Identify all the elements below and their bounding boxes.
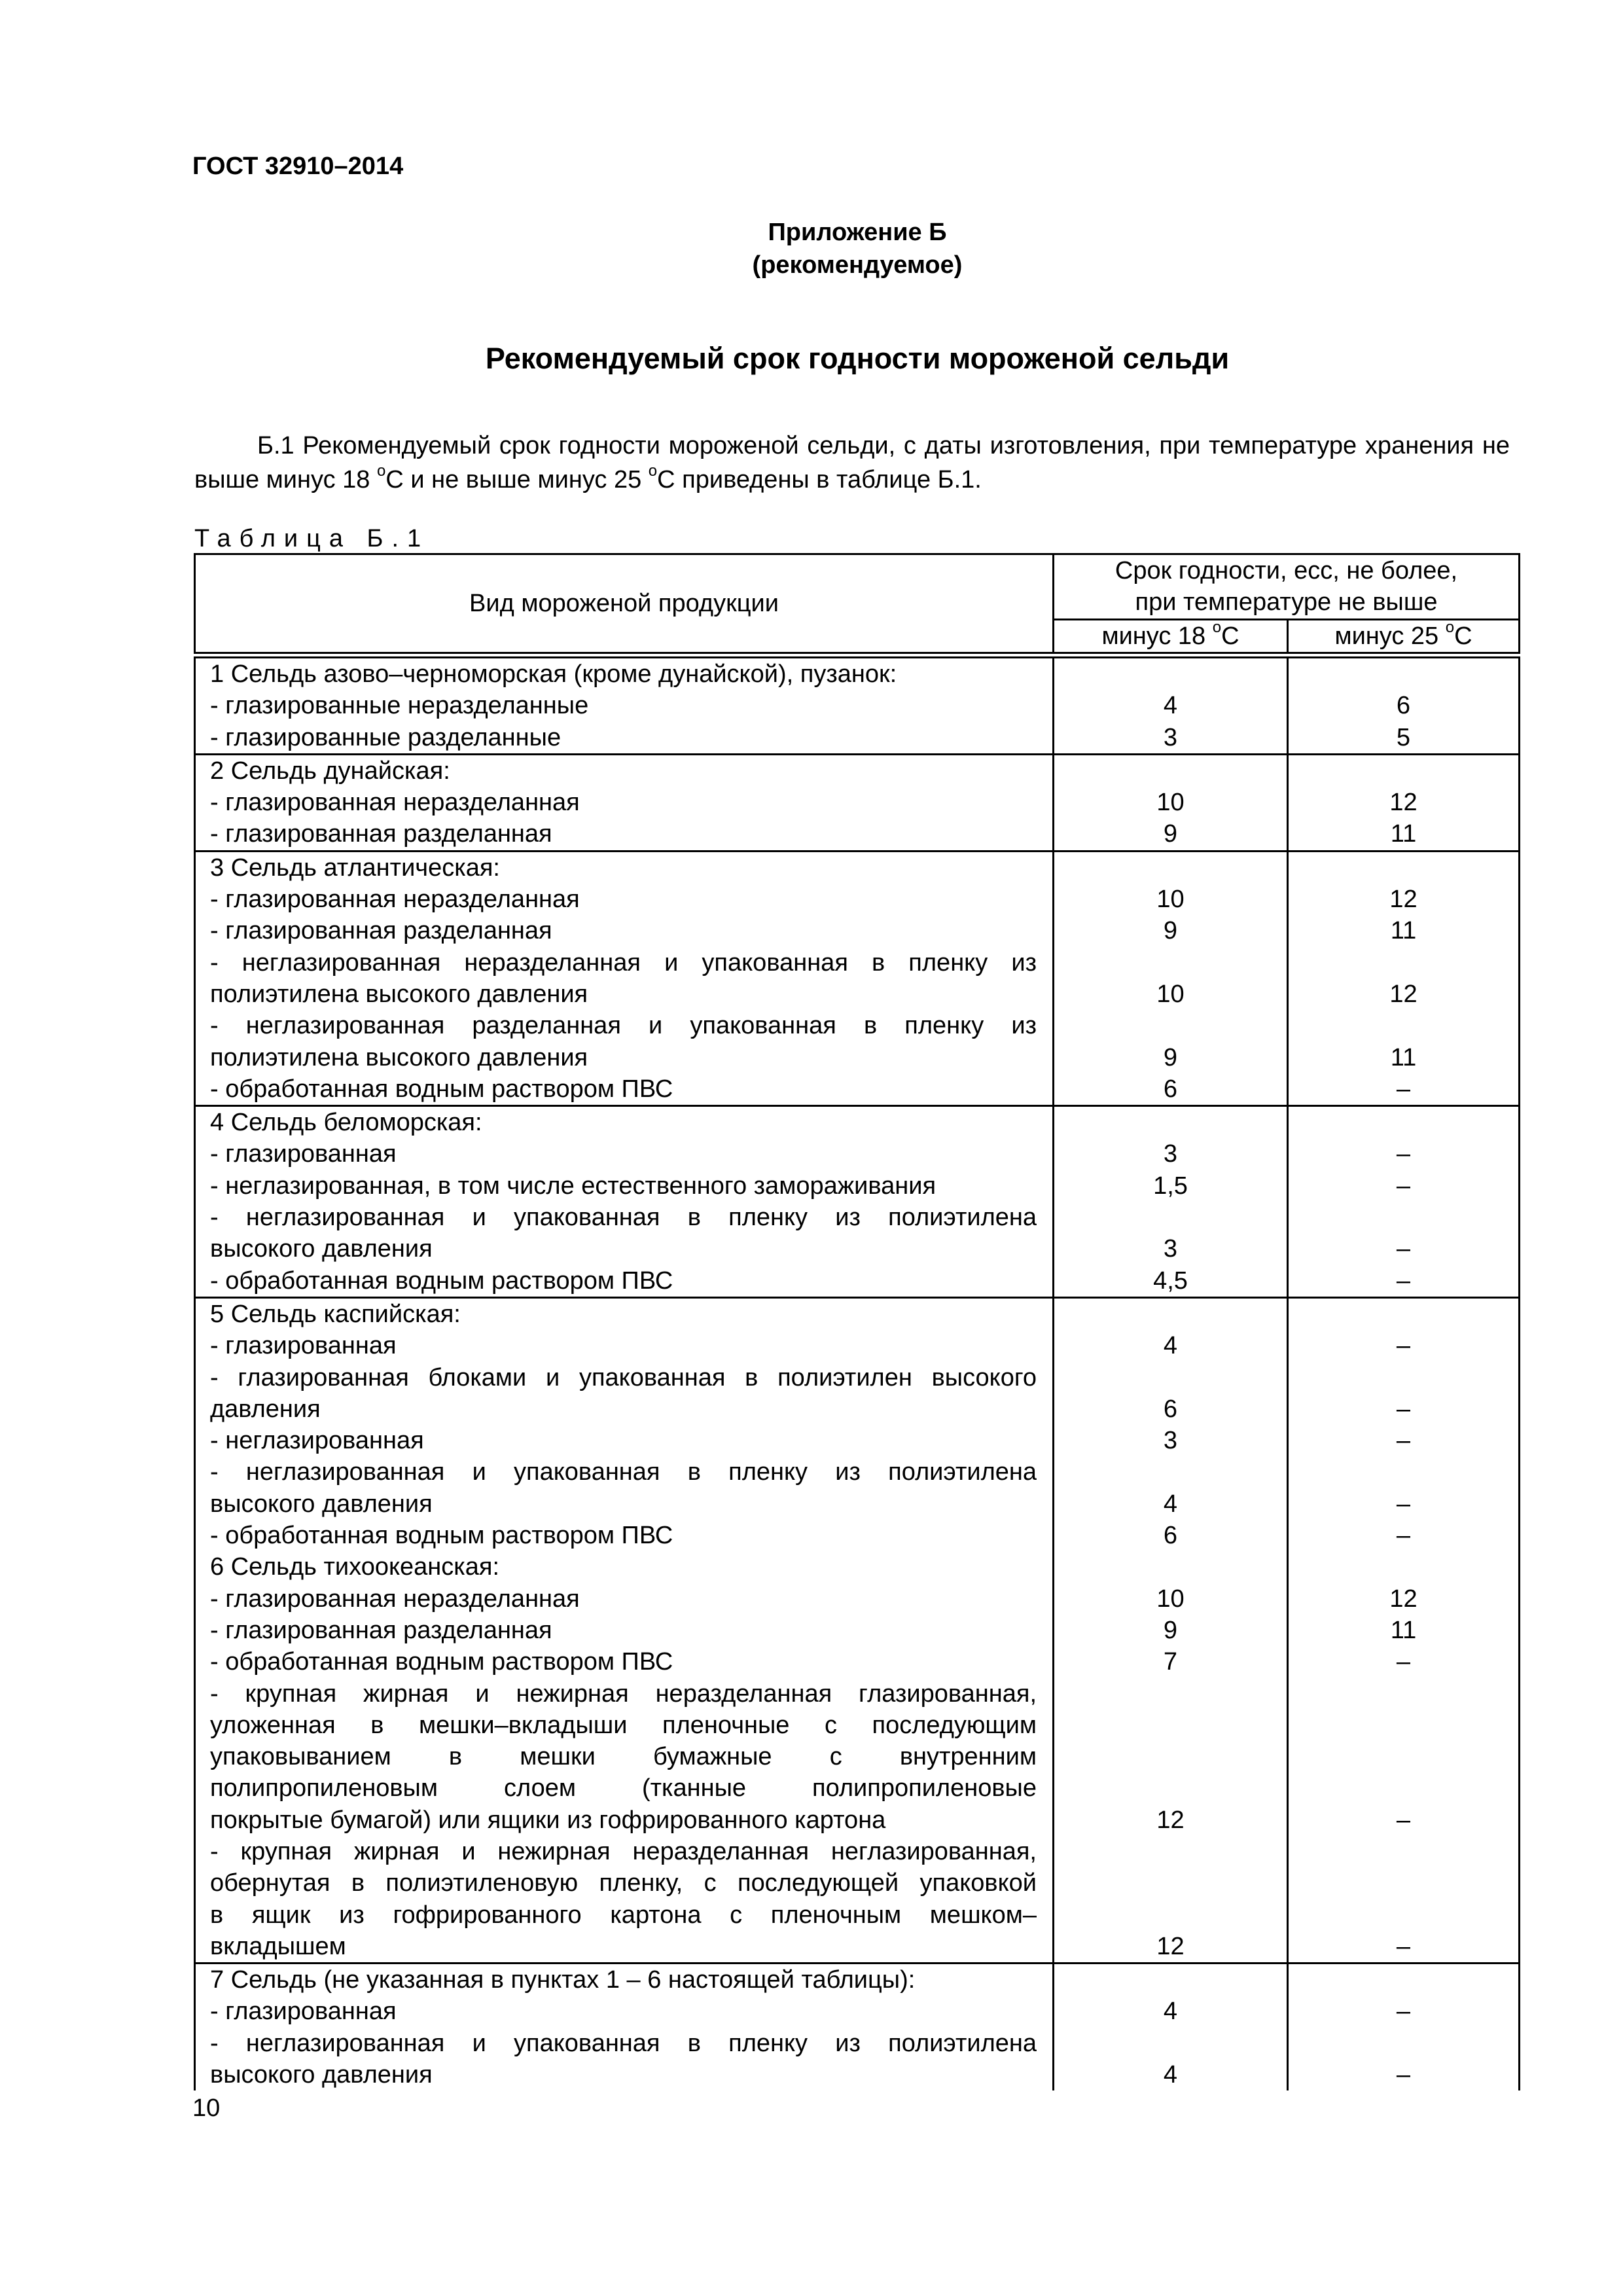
description-line: - глазированная блоками и упакованная в полиэтилен высокого <box>210 1363 1037 1391</box>
description-line: полиэтилена высокого давления <box>210 1043 588 1071</box>
description-line: - неглазированная и упакованная в пленку из полиэтилена <box>210 1458 1037 1486</box>
page-title: Рекомендуемый срок годности мороженой сельди <box>485 342 1230 375</box>
value-minus-18 <box>1054 1836 1287 1867</box>
description-line: высокого давления <box>210 2061 433 2089</box>
value-minus-25: – <box>1396 1075 1411 1103</box>
description-line: - обработанная водным раствором ПВС <box>210 1266 673 1295</box>
description-line: в ящик из гофрированного картона с пленочным мешком– <box>210 1901 1037 1929</box>
paragraph-text-1: Б.1 Рекомендуемый срок годности мороженой сельди, с даты изготовления, при температуре хранения не выше минус 18 <box>194 432 1510 493</box>
value-minus-25 <box>1289 1202 1518 1233</box>
description-line: 4 Сельдь беломорская: <box>210 1109 482 1137</box>
description-line: обернутая в полиэтиленовую пленку, с последующей упаковкой <box>210 1869 1037 1897</box>
minus-18-cell <box>1054 1106 1288 1298</box>
intro-paragraph <box>194 429 1510 497</box>
minus-18-cell <box>1054 1297 1288 1551</box>
header-minus-25-label: минус 25 <box>1334 622 1446 650</box>
table-row <box>195 1106 1520 1298</box>
value-minus-18: 9 <box>1163 1616 1178 1644</box>
description-line: - крупная жирная и нежирная неразделанная глазированная, <box>210 1679 1037 1708</box>
description-line: - глазированные разделанные <box>210 723 562 751</box>
description-line: - глазированная разделанная <box>210 820 552 848</box>
value-minus-25 <box>1289 1551 1518 1583</box>
description-line: вкладышем <box>210 1932 346 1960</box>
description-line: - глазированные неразделанные <box>210 692 589 720</box>
value-minus-18 <box>1054 1299 1287 1330</box>
value-minus-18: 9 <box>1163 1043 1178 1071</box>
description-line: - глазированная <box>210 1140 397 1168</box>
value-minus-18: 1,5 <box>1153 1172 1188 1200</box>
value-minus-25 <box>1289 1964 1518 1996</box>
value-minus-25 <box>1289 658 1518 690</box>
value-minus-18 <box>1054 1010 1287 1041</box>
value-minus-18: 4 <box>1163 2061 1178 2089</box>
description-line: 7 Сельдь (не указанная в пунктах 1 – 6 настоящей таблицы): <box>210 1966 916 1994</box>
degree-sign: о <box>1445 619 1455 637</box>
value-minus-18 <box>1054 1964 1287 1996</box>
appendix-heading <box>0 216 1623 281</box>
value-minus-25 <box>1289 1867 1518 1899</box>
value-minus-25 <box>1289 1710 1518 1741</box>
table-row <box>195 1551 1520 1963</box>
value-minus-25 <box>1289 1299 1518 1330</box>
description-line: - глазированная неразделанная <box>210 789 580 817</box>
minus-25-cell <box>1288 1106 1520 1298</box>
value-minus-18 <box>1054 755 1287 787</box>
description-line: - неглазированная <box>210 1427 424 1455</box>
value-minus-18 <box>1054 1678 1287 1710</box>
value-minus-18: 6 <box>1163 1075 1178 1103</box>
value-minus-18: 4 <box>1163 1998 1178 2026</box>
value-minus-18: 4 <box>1163 1332 1178 1360</box>
product-description-cell <box>195 658 1054 755</box>
page-number: 10 <box>192 2094 221 2122</box>
value-minus-25: 12 <box>1389 789 1418 817</box>
description-line: 2 Сельдь дунайская: <box>210 757 450 785</box>
minus-18-cell <box>1054 1551 1288 1963</box>
value-minus-18: 3 <box>1163 1140 1178 1168</box>
value-minus-25 <box>1289 1362 1518 1393</box>
value-minus-18: 7 <box>1163 1648 1178 1676</box>
description-line: - обработанная водным раствором ПВС <box>210 1522 673 1550</box>
value-minus-18: 12 <box>1156 1806 1185 1834</box>
description-line: - глазированная разделанная <box>210 917 552 945</box>
value-minus-18 <box>1054 1741 1287 1772</box>
value-minus-18: 3 <box>1163 723 1178 751</box>
table-row <box>195 754 1520 851</box>
product-description-cell <box>195 1551 1054 1963</box>
minus-18-cell <box>1054 851 1288 1105</box>
value-minus-25: – <box>1396 1806 1411 1834</box>
degree-sign: о <box>376 462 386 480</box>
value-minus-25: 5 <box>1396 723 1411 751</box>
description-line: - неглазированная, в том числе естественного замораживания <box>210 1172 936 1200</box>
value-minus-18 <box>1054 852 1287 884</box>
description-line: - неглазированная неразделанная и упакованная в пленку из <box>210 948 1037 977</box>
description-line: 6 Сельдь тихоокеанская: <box>210 1553 500 1581</box>
value-minus-25: – <box>1396 1932 1411 1960</box>
minus-18-cell <box>1054 658 1288 755</box>
product-description-cell <box>195 1106 1054 1298</box>
degree-sign: о <box>648 462 658 480</box>
value-minus-25 <box>1289 1836 1518 1867</box>
value-minus-25: – <box>1396 1998 1411 2026</box>
value-minus-25 <box>1289 755 1518 787</box>
description-line: - глазированная разделанная <box>210 1616 552 1644</box>
description-line: - неглазированная и упакованная в пленку из полиэтилена <box>210 1204 1037 1232</box>
description-line: полиэтилена высокого давления <box>210 980 588 1008</box>
value-minus-18: 3 <box>1163 1427 1178 1455</box>
description-line: высокого давления <box>210 1490 433 1518</box>
minus-25-cell <box>1288 754 1520 851</box>
description-line: - крупная жирная и нежирная неразделанная неглазированная, <box>210 1837 1037 1865</box>
description-line: - глазированная <box>210 1998 397 2026</box>
value-minus-18: 12 <box>1156 1932 1185 1960</box>
celsius-unit: С <box>1454 622 1472 650</box>
description-line: давления <box>210 1395 321 1423</box>
appendix-type: (рекомендуемое) <box>752 251 963 279</box>
value-minus-18 <box>1054 1710 1287 1741</box>
value-minus-25: – <box>1396 1427 1411 1455</box>
value-minus-18: 6 <box>1163 1395 1178 1423</box>
value-minus-18: 3 <box>1163 1235 1178 1263</box>
value-minus-25: – <box>1396 1140 1411 1168</box>
value-minus-25: – <box>1396 2061 1411 2089</box>
value-minus-18 <box>1054 1899 1287 1931</box>
description-line: высокого давления <box>210 1235 433 1263</box>
product-description-cell <box>195 754 1054 851</box>
product-description-cell <box>195 1964 1054 2091</box>
value-minus-25 <box>1289 1678 1518 1710</box>
header-shelf-life-line1: Срок годности, есс, не более, <box>1115 557 1458 585</box>
description-line: - глазированная неразделанная <box>210 886 580 914</box>
value-minus-25: 11 <box>1390 820 1417 848</box>
value-minus-18 <box>1054 1867 1287 1899</box>
value-minus-18 <box>1054 947 1287 978</box>
appendix-title: Приложение Б <box>768 219 947 246</box>
value-minus-18 <box>1054 1772 1287 1804</box>
header-minus-18-label: минус 18 <box>1101 622 1213 650</box>
value-minus-25 <box>1289 947 1518 978</box>
value-minus-18 <box>1054 2028 1287 2059</box>
paragraph-text-3: С приведены в таблице Б.1. <box>657 466 982 493</box>
value-minus-18 <box>1054 1107 1287 1138</box>
description-line: - неглазированная и упакованная в пленку из полиэтилена <box>210 2029 1037 2057</box>
value-minus-18: 10 <box>1156 980 1185 1008</box>
value-minus-18: 9 <box>1163 917 1178 945</box>
description-line: упаковыванием в мешки бумажные с внутренним <box>210 1743 1037 1771</box>
description-line: 3 Сельдь атлантическая: <box>210 853 500 882</box>
minus-25-cell <box>1288 1297 1520 1551</box>
description-line: - глазированная неразделанная <box>210 1585 580 1613</box>
description-line: - обработанная водным раствором ПВС <box>210 1648 673 1676</box>
value-minus-25: – <box>1396 1490 1411 1518</box>
value-minus-25: 11 <box>1390 917 1417 945</box>
header-minus-25 <box>1288 619 1520 653</box>
table-row <box>195 1297 1520 1551</box>
product-description-cell <box>195 1297 1054 1551</box>
table-label: Таблица Б.1 <box>194 525 430 552</box>
value-minus-18 <box>1054 1456 1287 1488</box>
degree-sign: о <box>1212 619 1222 637</box>
table-row <box>195 658 1520 755</box>
value-minus-18 <box>1054 1362 1287 1393</box>
value-minus-25 <box>1289 1899 1518 1931</box>
value-minus-25: – <box>1396 1395 1411 1423</box>
value-minus-25: 12 <box>1389 980 1418 1008</box>
header-shelf-life-line2: при температуре не выше <box>1135 588 1438 617</box>
value-minus-25 <box>1289 1772 1518 1804</box>
value-minus-25 <box>1289 1741 1518 1772</box>
celsius-unit: С <box>1221 622 1240 650</box>
minus-25-cell <box>1288 658 1520 755</box>
value-minus-25: – <box>1396 1172 1411 1200</box>
value-minus-25 <box>1289 1107 1518 1138</box>
table-row <box>195 1964 1520 2091</box>
description-line: - глазированная <box>210 1332 397 1360</box>
header-minus-18 <box>1054 619 1288 653</box>
value-minus-25: 6 <box>1396 692 1411 720</box>
value-minus-18: 4 <box>1163 692 1178 720</box>
document-code: ГОСТ 32910–2014 <box>192 152 404 180</box>
value-minus-18: 6 <box>1163 1522 1178 1550</box>
header-product-type: Вид мороженой продукции <box>195 554 1054 653</box>
description-line: - обработанная водным раствором ПВС <box>210 1075 673 1103</box>
value-minus-25: – <box>1396 1332 1411 1360</box>
value-minus-25 <box>1289 1010 1518 1041</box>
minus-25-cell <box>1288 1964 1520 2091</box>
value-minus-18 <box>1054 658 1287 690</box>
value-minus-25: 12 <box>1389 1585 1418 1613</box>
product-description-cell <box>195 851 1054 1105</box>
value-minus-25: 11 <box>1390 1616 1417 1644</box>
shelf-life-table <box>194 553 1520 2090</box>
description-line: полипропиленовым слоем (тканные полипропиленовые <box>210 1774 1037 1803</box>
value-minus-25 <box>1289 1456 1518 1488</box>
header-shelf-life <box>1054 554 1520 620</box>
table-body <box>195 658 1520 2091</box>
value-minus-18: 10 <box>1156 886 1185 914</box>
minus-25-cell <box>1288 1551 1520 1963</box>
value-minus-25: – <box>1396 1235 1411 1263</box>
value-minus-25: – <box>1396 1266 1411 1295</box>
minus-25-cell <box>1288 851 1520 1105</box>
value-minus-18 <box>1054 1202 1287 1233</box>
description-line: 1 Сельдь азово–черноморская (кроме дунайской), пузанок: <box>210 660 897 688</box>
minus-18-cell <box>1054 754 1288 851</box>
value-minus-18: 4 <box>1163 1490 1178 1518</box>
value-minus-18: 10 <box>1156 1585 1185 1613</box>
table-row <box>195 851 1520 1105</box>
value-minus-18: 9 <box>1163 820 1178 848</box>
value-minus-18: 4,5 <box>1153 1266 1188 1295</box>
paragraph-text-2: С и не выше минус 25 <box>385 466 649 493</box>
description-line: 5 Сельдь каспийская: <box>210 1300 461 1328</box>
description-line: уложенная в мешки–вкладыши пленочные с последующим <box>210 1711 1037 1739</box>
value-minus-25: – <box>1396 1522 1411 1550</box>
value-minus-25: 11 <box>1390 1043 1417 1071</box>
value-minus-25: 12 <box>1389 886 1418 914</box>
value-minus-25 <box>1289 2028 1518 2059</box>
minus-18-cell <box>1054 1964 1288 2091</box>
description-line: покрытые бумагой) или ящики из гофрированного картона <box>210 1806 886 1834</box>
value-minus-25 <box>1289 852 1518 884</box>
value-minus-18: 10 <box>1156 789 1185 817</box>
value-minus-18 <box>1054 1551 1287 1583</box>
value-minus-25: – <box>1396 1648 1411 1676</box>
description-line: - неглазированная разделанная и упакованная в пленку из <box>210 1012 1037 1040</box>
